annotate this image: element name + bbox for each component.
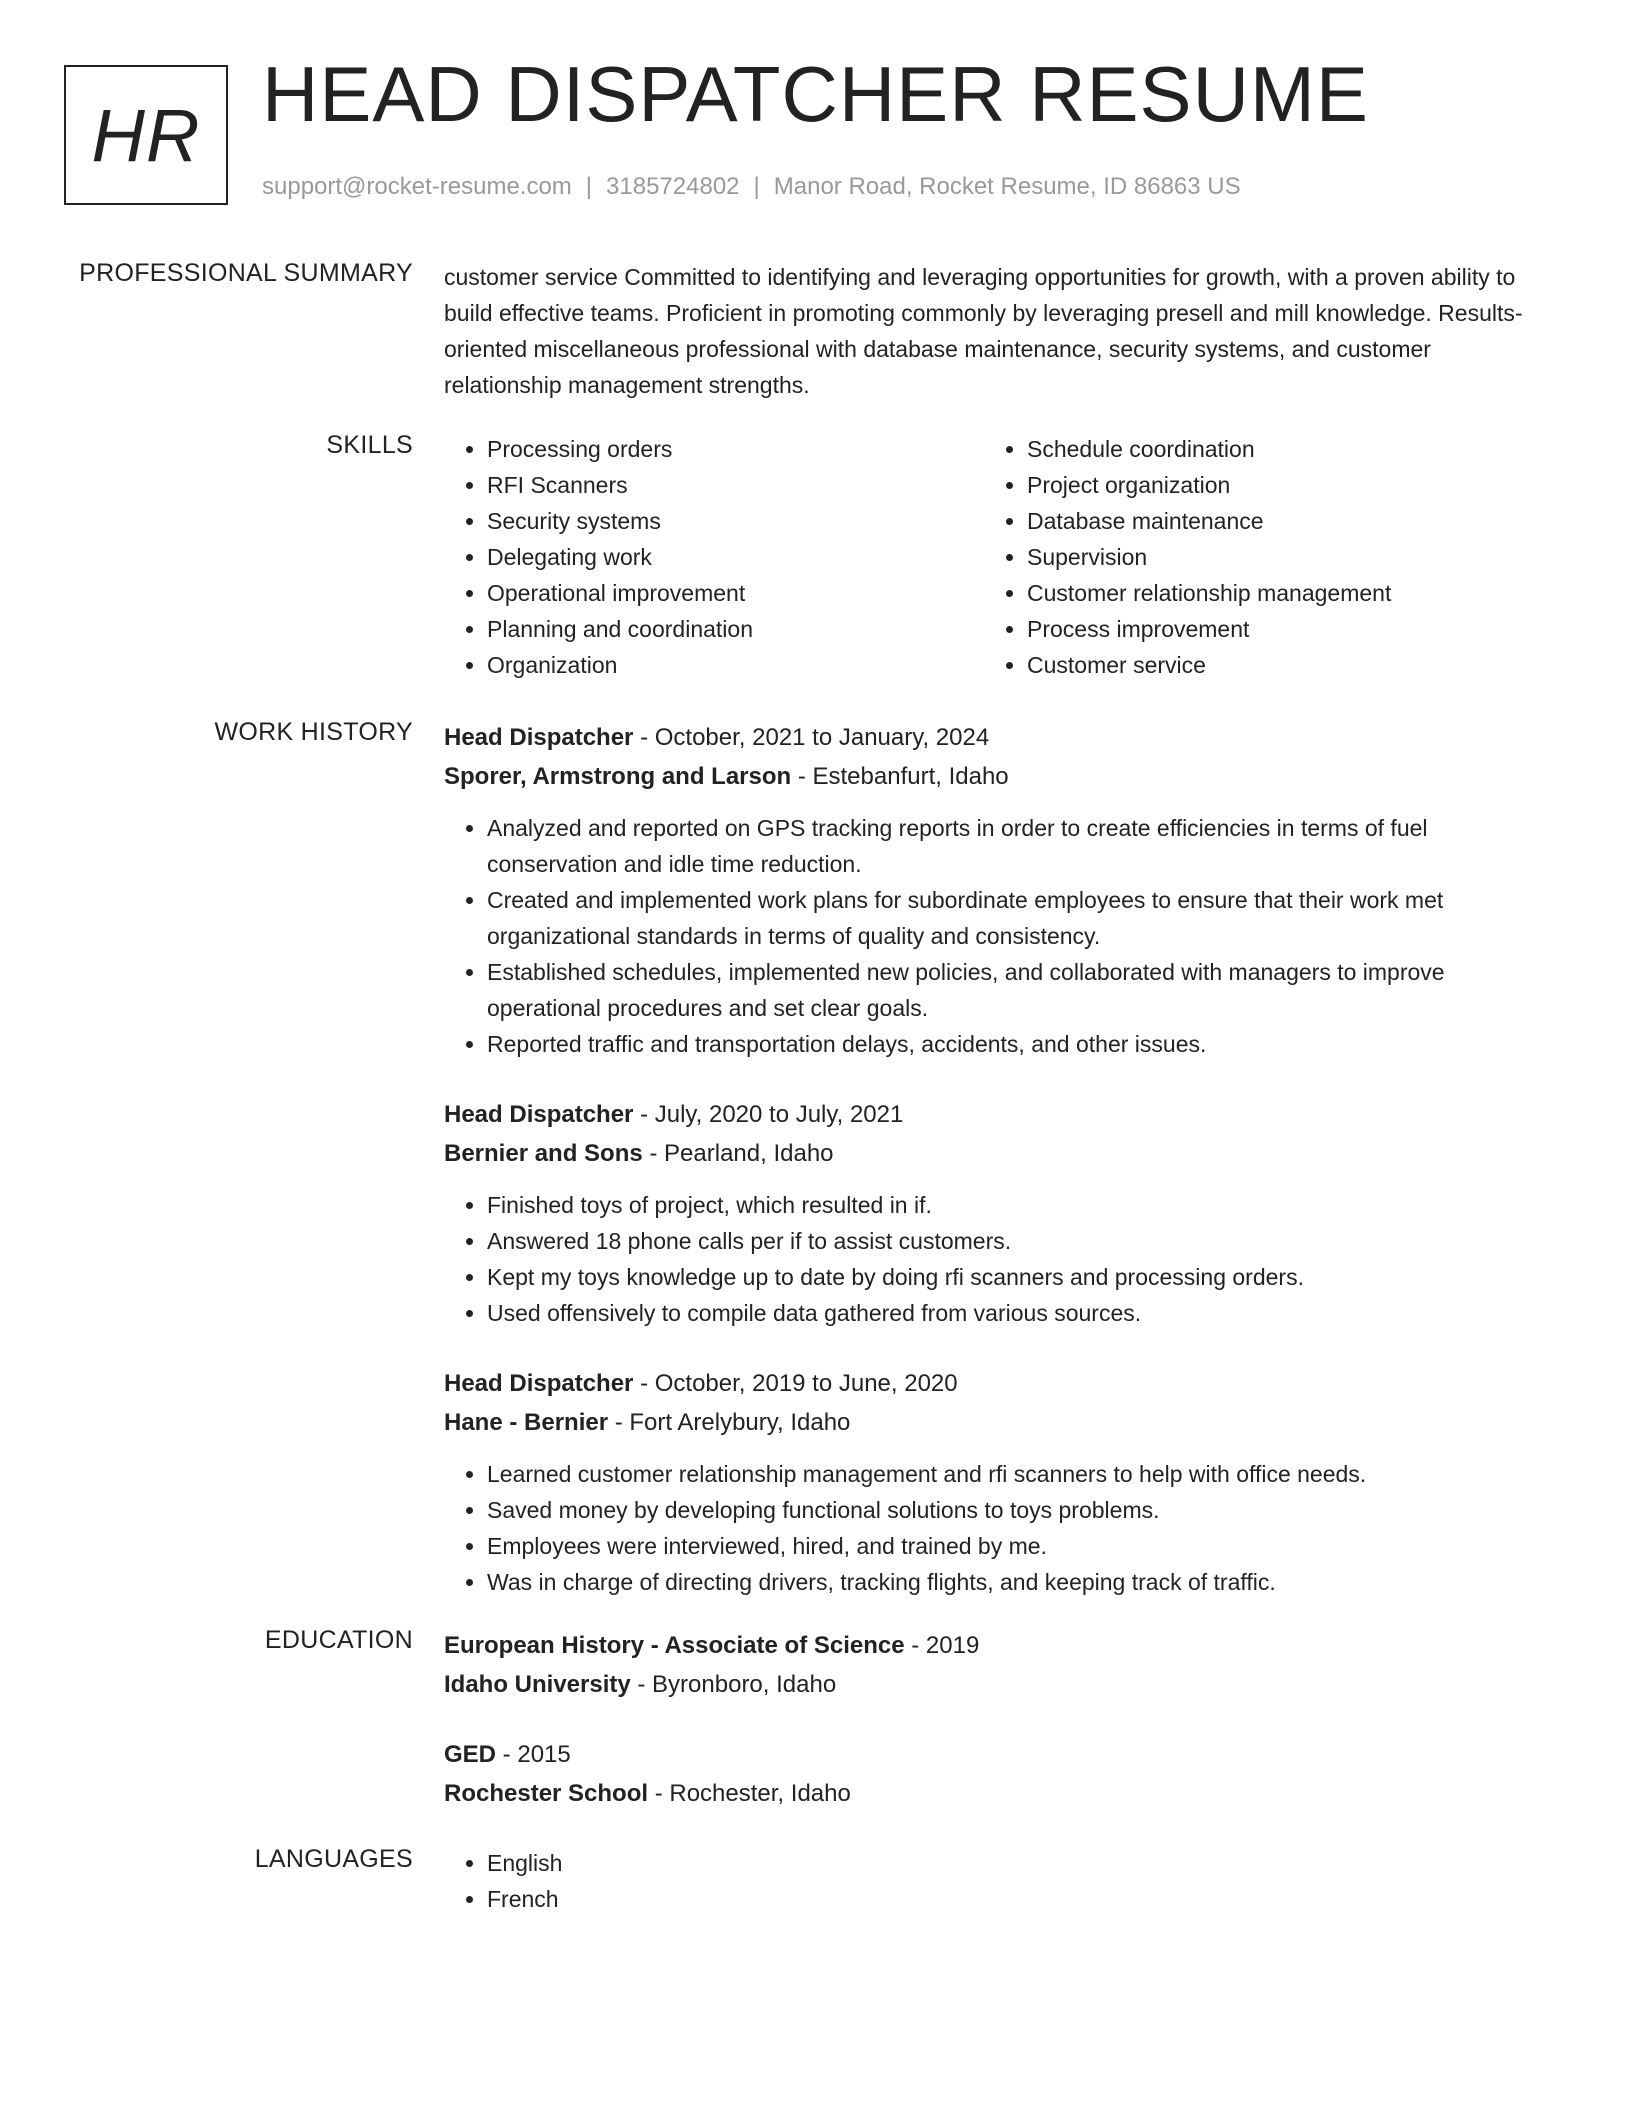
work-history-heading: WORK HISTORY	[214, 718, 413, 746]
education-entry	[444, 1735, 1524, 1813]
skill-item: • RFI Scanners	[487, 467, 984, 503]
school-line	[444, 1665, 1524, 1704]
school: Rochester School	[444, 1780, 649, 1807]
school-location: - Byronboro, Idaho	[630, 1671, 837, 1698]
skill-item: • Process improvement	[1027, 611, 1524, 647]
job-title-line	[444, 1095, 1524, 1134]
job-title: Head Dispatcher	[444, 1101, 634, 1128]
skill-item: • Database maintenance	[1027, 503, 1524, 539]
job-entry	[444, 1364, 1524, 1600]
contact-separator: |	[753, 173, 760, 200]
job-duties	[444, 1187, 1524, 1331]
degree-year: - 2019	[904, 1632, 980, 1659]
job-entry	[444, 1095, 1524, 1331]
degree-line	[444, 1735, 1524, 1774]
job-duties	[444, 810, 1524, 1062]
job-duty: • Was in charge of directing drivers, tracking flights, and keeping track of traffic.	[487, 1564, 1524, 1600]
job-location: - Fort Arelybury, Idaho	[608, 1409, 851, 1436]
skills-list	[444, 431, 1524, 683]
skill-item: • Delegating work	[487, 539, 984, 575]
job-title-line	[444, 718, 1524, 757]
job-company-line	[444, 1403, 1524, 1442]
school-line	[444, 1774, 1524, 1813]
job-duty: • Learned customer relationship management and rfi scanners to help with office needs.	[487, 1456, 1524, 1492]
job-duty: • Finished toys of project, which resulted in if.	[487, 1187, 1524, 1223]
job-dates: - July, 2020 to July, 2021	[633, 1101, 904, 1128]
education-list	[444, 1626, 1524, 1813]
language-item: • French	[487, 1881, 1524, 1917]
job-duty: • Kept my toys knowledge up to date by doing rfi scanners and processing orders.	[487, 1259, 1524, 1295]
skills-heading: SKILLS	[326, 431, 413, 459]
contact-address: Manor Road, Rocket Resume, ID 86863 US	[773, 173, 1241, 200]
skill-item: • Organization	[487, 647, 984, 683]
skill-item: • Security systems	[487, 503, 984, 539]
resume-title: HEAD DISPATCHER RESUME	[262, 50, 1369, 138]
job-duty: • Analyzed and reported on GPS tracking reports in order to create efficiencies in terms of fuel conservation and idle time reduction.	[487, 810, 1524, 882]
job-dates: - October, 2021 to January, 2024	[633, 724, 990, 751]
job-duty: • Used offensively to compile data gathered from various sources.	[487, 1295, 1524, 1331]
education-heading: EDUCATION	[264, 1626, 413, 1654]
summary-text: customer service Committed to identifying and leveraging opportunities for growth, with a proven ability to build effective teams. Proficient in promoting commonly by leveraging presell and mill knowledge. Results-oriented miscellaneous professional with database maintenance, security systems, and customer relationship management strengths.	[444, 264, 1523, 398]
school: Idaho University	[444, 1671, 631, 1698]
job-duty: • Saved money by developing functional solutions to toys problems.	[487, 1492, 1524, 1528]
contact-phone[interactable]: 3185724802	[606, 173, 740, 200]
skill-item: • Processing orders	[487, 431, 984, 467]
languages-list	[444, 1845, 1524, 1917]
contact-email[interactable]: support@rocket-resume.com	[262, 173, 572, 200]
monogram-logo: HR	[64, 65, 228, 205]
work-history-list	[444, 718, 1524, 1600]
job-duty: • Created and implemented work plans for subordinate employees to ensure that their work met organizational standards in terms of quality and consistency.	[487, 882, 1524, 954]
job-location: - Estebanfurt, Idaho	[791, 763, 1009, 790]
job-duties	[444, 1456, 1524, 1600]
job-location: - Pearland, Idaho	[642, 1140, 834, 1167]
job-duty: • Answered 18 phone calls per if to assist customers.	[487, 1223, 1524, 1259]
skill-item: • Supervision	[1027, 539, 1524, 575]
skills-column-left	[444, 431, 984, 683]
skill-item: • Customer relationship management	[1027, 575, 1524, 611]
job-company: Sporer, Armstrong and Larson	[444, 763, 792, 790]
language-items	[444, 1845, 1524, 1917]
education-entry	[444, 1626, 1524, 1704]
skill-item: • Customer service	[1027, 647, 1524, 683]
skill-item: • Planning and coordination	[487, 611, 984, 647]
job-company: Hane - Bernier	[444, 1409, 609, 1436]
job-duty: • Established schedules, implemented new policies, and collaborated with managers to improve operational procedures and set clear goals.	[487, 954, 1524, 1026]
skill-item: • Operational improvement	[487, 575, 984, 611]
job-company: Bernier and Sons	[444, 1140, 643, 1167]
skills-column-right	[984, 431, 1524, 683]
job-entry	[444, 718, 1524, 1062]
job-duty: • Employees were interviewed, hired, and trained by me.	[487, 1528, 1524, 1564]
job-title-line	[444, 1364, 1524, 1403]
degree: European History - Associate of Science	[444, 1632, 905, 1659]
job-duty: • Reported traffic and transportation delays, accidents, and other issues.	[487, 1026, 1524, 1062]
summary-heading: PROFESSIONAL SUMMARY	[79, 259, 413, 287]
language-item: • English	[487, 1845, 1524, 1881]
degree-year: - 2015	[496, 1741, 571, 1768]
contact-separator: |	[585, 173, 593, 200]
skill-item: • Schedule coordination	[1027, 431, 1524, 467]
degree: GED	[444, 1741, 497, 1768]
languages-heading: LANGUAGES	[254, 1845, 413, 1873]
job-title: Head Dispatcher	[444, 724, 634, 751]
contact-line	[262, 173, 1241, 201]
job-company-line	[444, 757, 1524, 796]
skill-item: • Project organization	[1027, 467, 1524, 503]
job-dates: - October, 2019 to June, 2020	[633, 1370, 958, 1397]
degree-line	[444, 1626, 1524, 1665]
job-title: Head Dispatcher	[444, 1370, 634, 1397]
job-company-line	[444, 1134, 1524, 1173]
school-location: - Rochester, Idaho	[648, 1780, 851, 1807]
